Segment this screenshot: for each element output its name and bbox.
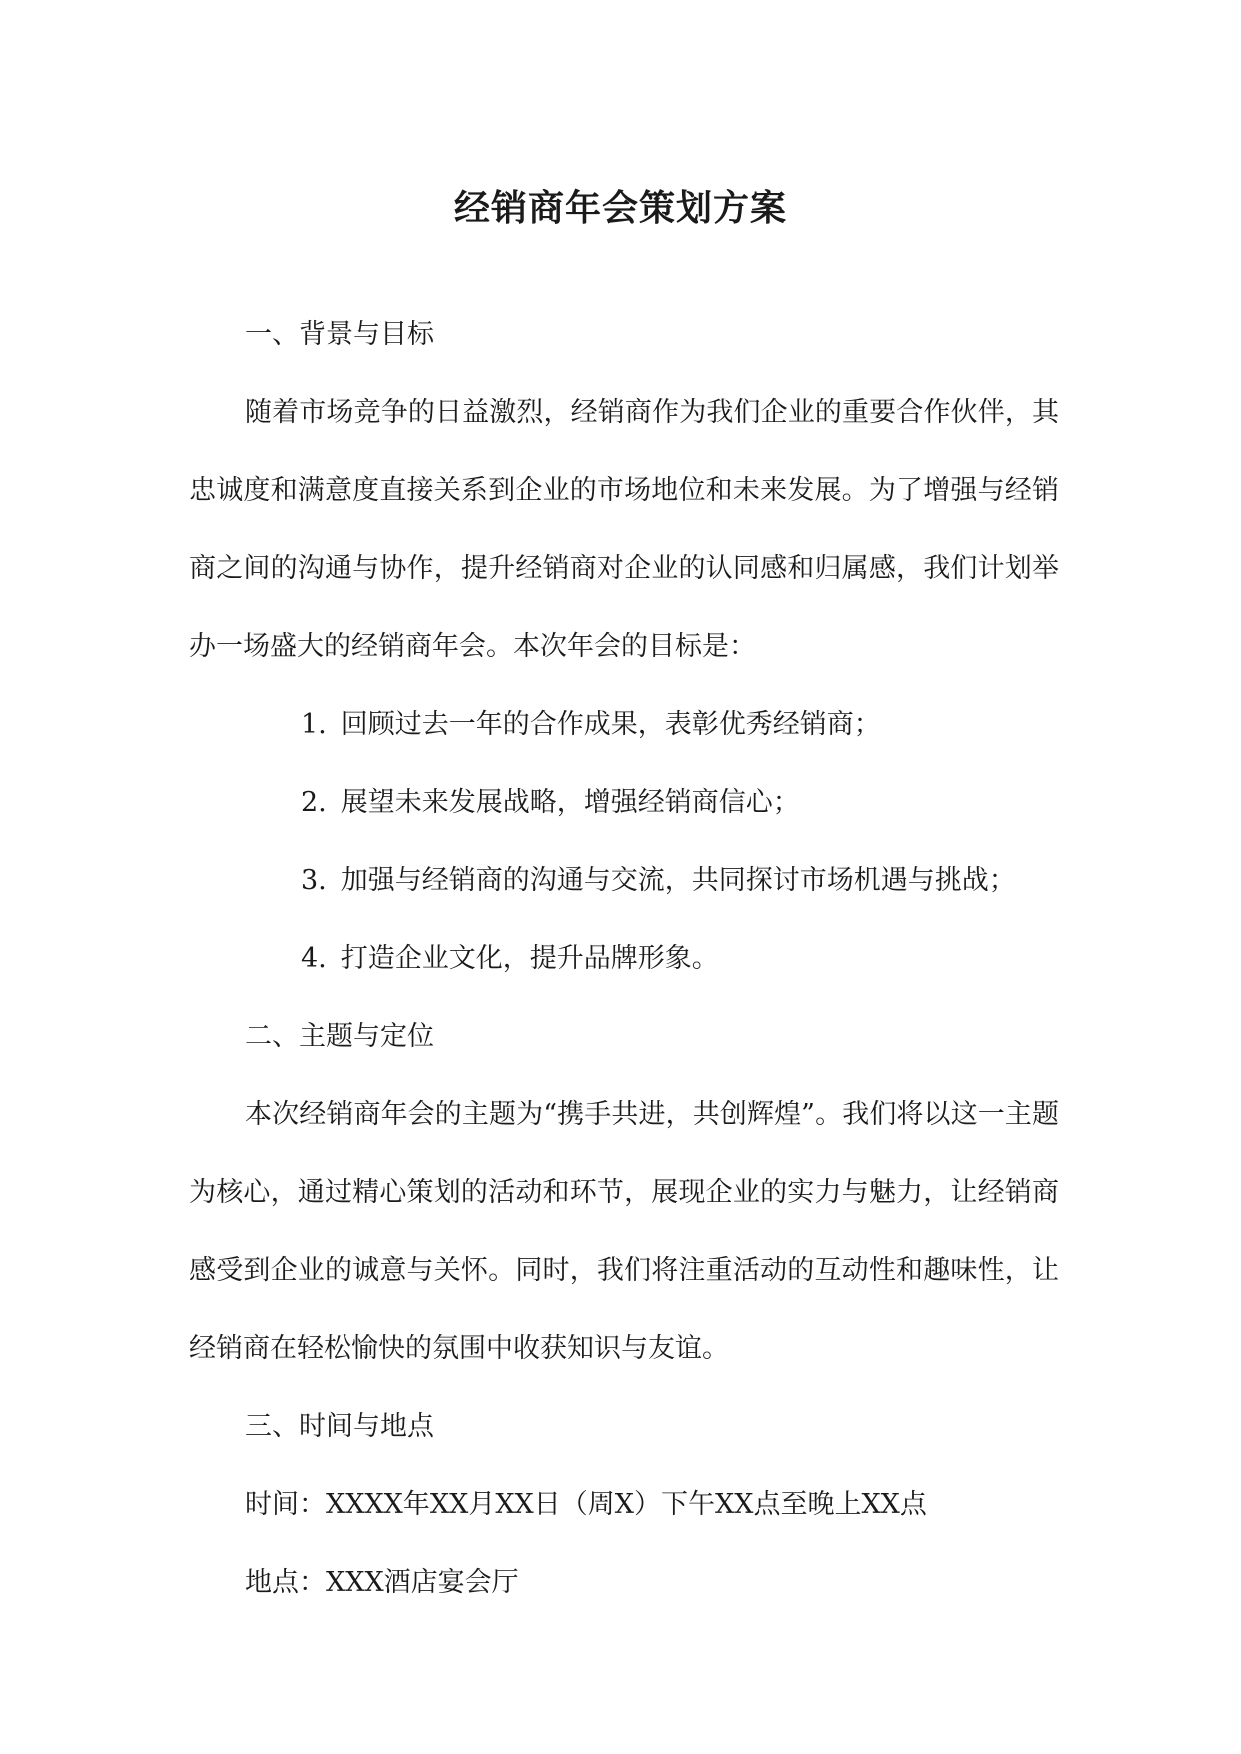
section-heading-theme: 二、主题与定位 <box>245 1021 434 1052</box>
goal-item-1 <box>189 686 1059 764</box>
goal-item-text: 打造企业文化，提升品牌形象。 <box>340 943 719 974</box>
goal-item-text: 加强与经销商的沟通与交流，共同探讨市场机遇与挑战； <box>340 865 1016 896</box>
goal-item-text: 展望未来发展战略，增强经销商信心； <box>340 787 800 818</box>
goal-item-number: 2. <box>301 787 327 818</box>
background-paragraph: 随着市场竞争的日益激烈，经销商作为我们企业的重要合作伙伴，其忠诚度和满意度直接关系到企业的市场地位和未来发展。为了增强与经销商之间的沟通与协作，提升经销商对企业的认同感和归属感，我们计划举办一场盛大的经销商年会。本次年会的目标是： <box>189 397 1059 662</box>
place-line: 地点：XXX酒店宴会厅 <box>245 1567 519 1598</box>
document-body <box>189 296 1059 1622</box>
section-heading-background: 一、背景与目标 <box>245 319 434 350</box>
goal-item-3 <box>189 842 1059 920</box>
goal-item-number: 4. <box>301 943 327 974</box>
section-heading-time-place: 三、时间与地点 <box>245 1411 434 1442</box>
theme-paragraph: 本次经销商年会的主题为“携手共进，共创辉煌”。我们将以这一主题为核心，通过精心策划的活动和环节，展现企业的实力与魅力，让经销商感受到企业的诚意与关怀。同时，我们将注重活动的互动性和趣味性，让经销商在轻松愉快的氛围中收获知识与友谊。 <box>189 1099 1059 1364</box>
goal-item-number: 1. <box>301 709 327 740</box>
goal-item-text: 回顾过去一年的合作成果，表彰优秀经销商； <box>340 709 881 740</box>
goal-item-number: 3. <box>301 865 327 896</box>
time-line: 时间：XXXX年XX月XX日（周X）下午XX点至晚上XX点 <box>245 1489 927 1520</box>
goal-item-4 <box>189 920 1059 998</box>
document-title: 经销商年会策划方案 <box>453 187 787 229</box>
goal-item-2 <box>189 764 1059 842</box>
